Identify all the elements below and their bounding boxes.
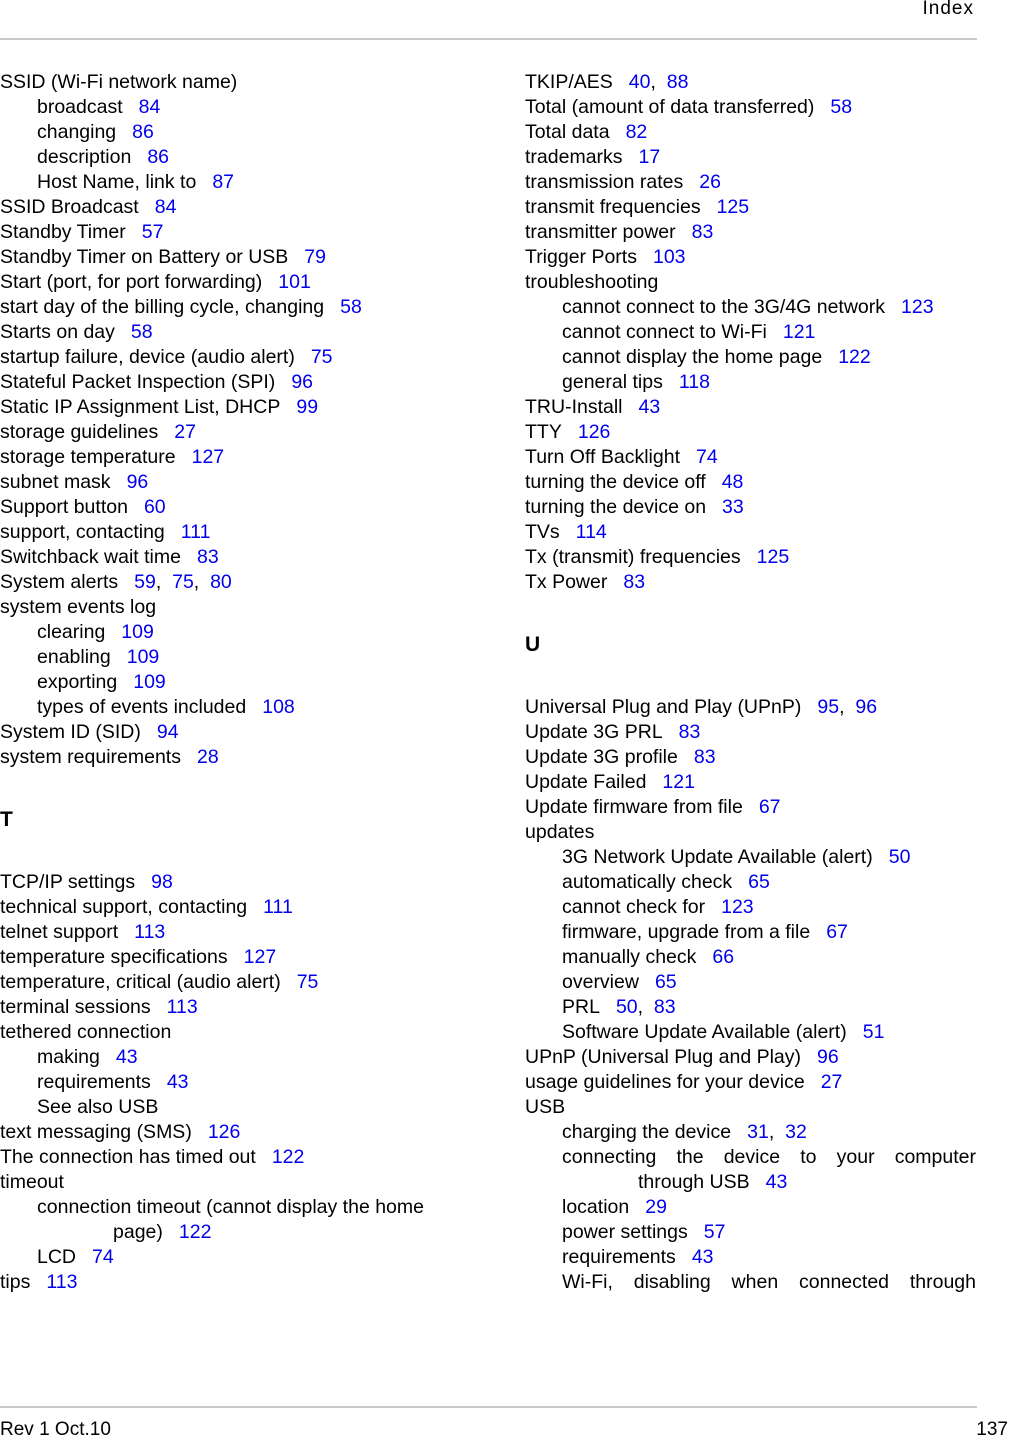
index-entry: [525, 1045, 976, 1070]
page-reference-link[interactable]: 51: [862, 1021, 885, 1043]
index-subentry: [0, 695, 470, 720]
index-term: PRL: [562, 996, 600, 1018]
index-subentry: [525, 1270, 976, 1295]
index-subentry: [525, 1020, 976, 1045]
index-entry: [0, 495, 470, 520]
index-term: cannot check for: [562, 896, 706, 918]
page-separator: ,: [768, 1121, 786, 1143]
page-reference-link[interactable]: 66: [712, 946, 735, 968]
index-entry: [0, 595, 470, 620]
index-term: Stateful Packet Inspection (SPI): [0, 371, 276, 393]
index-term: technical support, contacting: [0, 896, 248, 918]
page-reference-link[interactable]: 83: [653, 996, 676, 1018]
page-reference-link[interactable]: 79: [304, 246, 326, 268]
page-reference-link[interactable]: 29: [645, 1196, 667, 1218]
page-reference-link[interactable]: 123: [721, 896, 754, 918]
index-term: transmission rates: [525, 171, 684, 193]
index-term: manually check: [562, 946, 697, 968]
page-reference-link[interactable]: 83: [678, 721, 701, 743]
index-subentry: [525, 345, 976, 370]
page-reference-link[interactable]: 94: [156, 721, 179, 743]
index-term: Total data: [525, 121, 610, 143]
page-reference-link[interactable]: 43: [691, 1246, 714, 1268]
page-reference-link[interactable]: 88: [666, 71, 689, 93]
index-term: changing: [37, 121, 117, 143]
page-reference-link[interactable]: 103: [652, 246, 686, 268]
index-subentry: [525, 945, 976, 970]
page-reference-link[interactable]: 60: [143, 496, 166, 518]
index-entry: [525, 820, 976, 845]
index-term: Trigger Ports: [525, 246, 637, 268]
index-subentry: [0, 645, 470, 670]
page-reference-link[interactable]: 83: [693, 746, 716, 768]
page-separator: ,: [650, 71, 667, 93]
page-reference-link[interactable]: 109: [121, 621, 154, 643]
index-term: temperature, critical (audio alert): [0, 971, 281, 993]
page-reference-link[interactable]: 127: [243, 946, 277, 968]
page-reference-link[interactable]: 83: [691, 221, 714, 243]
index-entry: [0, 945, 470, 970]
page-reference-link[interactable]: 74: [92, 1246, 114, 1268]
index-column-left: [0, 70, 470, 1295]
page-reference-link[interactable]: 43: [115, 1046, 138, 1068]
page-reference-link[interactable]: 113: [166, 996, 198, 1018]
index-entry: [0, 195, 470, 220]
index-term: Starts on day: [0, 321, 115, 343]
index-term: Static IP Assignment List, DHCP: [0, 396, 281, 418]
index-entry-continuation: [525, 1170, 976, 1195]
index-entry: [0, 395, 470, 420]
index-term: general tips: [562, 371, 663, 393]
footer-revision: Rev 1 Oct.10: [0, 1419, 111, 1440]
index-term: support, contacting: [0, 521, 165, 543]
page-reference-link[interactable]: 65: [748, 871, 770, 893]
page-reference-link[interactable]: 75: [172, 571, 194, 593]
index-subentry: [525, 920, 976, 945]
index-subentry: [0, 1195, 470, 1220]
index-entry: [0, 1120, 470, 1145]
index-entry: [525, 270, 976, 295]
page-reference-link[interactable]: 113: [134, 921, 166, 943]
index-subentry: [525, 1120, 976, 1145]
index-subentry: [525, 845, 976, 870]
index-entry: [0, 1020, 470, 1045]
section-letter-heading: T: [0, 808, 13, 831]
index-term: location: [562, 1196, 630, 1218]
index-term: broadcast: [37, 96, 123, 118]
page-reference-link[interactable]: 83: [196, 546, 219, 568]
index-term: exporting: [37, 671, 118, 693]
index-term: TCP/IP settings: [0, 871, 136, 893]
index-term: Update firmware from file: [525, 796, 743, 818]
index-term: System alerts: [0, 571, 119, 593]
index-subentry: [525, 1195, 976, 1220]
index-entry: [525, 1095, 976, 1120]
index-term: turning the device off: [525, 471, 706, 493]
index-entry: [525, 770, 976, 795]
index-subentry: [0, 145, 470, 170]
index-term: tethered connection: [0, 1021, 172, 1043]
index-subentry: [0, 120, 470, 145]
page-reference-link[interactable]: 40: [628, 71, 651, 93]
index-subentry: [0, 1070, 470, 1095]
page-reference-link[interactable]: 50: [888, 846, 911, 868]
index-term: See also USB: [37, 1096, 159, 1118]
index-term: subnet mask: [0, 471, 111, 493]
index-entry: [0, 220, 470, 245]
index-term: USB: [525, 1096, 566, 1118]
index-term: overview: [562, 971, 639, 993]
index-subentry: [525, 995, 976, 1020]
index-entry: [525, 520, 976, 545]
page-reference-link[interactable]: 111: [263, 896, 293, 918]
index-term: start day of the billing cycle, changing: [0, 296, 325, 318]
page-separator: ,: [155, 571, 173, 593]
page-reference-link[interactable]: 80: [210, 571, 232, 593]
index-entry: [0, 1145, 470, 1170]
index-subentry: [525, 295, 976, 320]
section-spacer: [0, 770, 470, 795]
page-reference-link[interactable]: 126: [207, 1121, 241, 1143]
index-term: TRU-Install: [525, 396, 623, 418]
index-entry: [0, 1170, 470, 1195]
page-reference-link[interactable]: 75: [296, 971, 319, 993]
page-reference-link[interactable]: 58: [830, 96, 853, 118]
page-reference-link[interactable]: 122: [178, 1221, 212, 1243]
index-entry-continuation: [0, 1220, 470, 1245]
page-reference-link[interactable]: 43: [638, 396, 661, 418]
page-reference-link[interactable]: 57: [141, 221, 164, 243]
index-entry: [0, 270, 470, 295]
index-subentry: [0, 1045, 470, 1070]
index-term: Universal Plug and Play (UPnP): [525, 696, 802, 718]
index-entry: [0, 895, 470, 920]
index-subentry: [525, 1145, 976, 1170]
index-term: system requirements: [0, 746, 181, 768]
index-term: trademarks: [525, 146, 623, 168]
index-entry: [525, 395, 976, 420]
index-entry: [525, 470, 976, 495]
page-reference-link[interactable]: 95: [817, 696, 840, 718]
index-term: power settings: [562, 1221, 688, 1243]
page-reference-link[interactable]: 67: [826, 921, 848, 943]
index-term: Standby Timer: [0, 221, 126, 243]
index-term: The connection has timed out: [0, 1146, 256, 1168]
page-reference-link[interactable]: 31: [747, 1121, 769, 1143]
index-term: troubleshooting: [525, 271, 659, 293]
page-separator: ,: [637, 996, 654, 1018]
index-term: 3G Network Update Available (alert): [562, 846, 873, 868]
page-reference-link[interactable]: 74: [695, 446, 718, 468]
index-term: cannot connect to Wi-Fi: [562, 321, 767, 343]
index-term: LCD: [37, 1246, 77, 1268]
section-letter-heading: U: [525, 633, 541, 656]
index-entry: [525, 720, 976, 745]
page-reference-link[interactable]: 101: [278, 271, 311, 293]
index-entry: [0, 70, 470, 95]
index-subentry: [525, 320, 976, 345]
index-term: SSID (Wi-Fi network name): [0, 71, 238, 93]
index-term: Tx Power: [525, 571, 608, 593]
page-reference-link[interactable]: 96: [291, 371, 314, 393]
page-reference-link[interactable]: 86: [147, 146, 170, 168]
index-entry: [525, 220, 976, 245]
index-entry: [0, 745, 470, 770]
index-entry: [0, 870, 470, 895]
index-entry: [525, 195, 976, 220]
page-separator: ,: [193, 571, 211, 593]
index-subentry: [0, 620, 470, 645]
footer-rule: [0, 1406, 977, 1408]
index-entry: [0, 520, 470, 545]
page-reference-link[interactable]: 96: [817, 1046, 839, 1068]
page-reference-link[interactable]: 58: [130, 321, 153, 343]
index-term: charging the device: [562, 1121, 732, 1143]
index-entry: [0, 295, 470, 320]
index-term: automatically check: [562, 871, 733, 893]
page-reference-link[interactable]: 113: [46, 1271, 78, 1293]
index-term: TVs: [525, 521, 560, 543]
page-reference-link[interactable]: 99: [296, 396, 319, 418]
page-reference-link[interactable]: 122: [271, 1146, 305, 1168]
page-reference-link[interactable]: 27: [820, 1071, 843, 1093]
index-subentry: [525, 370, 976, 395]
section-spacer: [0, 845, 470, 870]
index-entry: [0, 370, 470, 395]
index-term: text messaging (SMS): [0, 1121, 192, 1143]
index-term: types of events included: [37, 696, 247, 718]
index-term: turning the device on: [525, 496, 707, 518]
index-term: Support button: [0, 496, 128, 518]
index-subentry: [525, 1220, 976, 1245]
index-term: enabling: [37, 646, 111, 668]
index-term: through USB: [638, 1171, 750, 1193]
index-entry: [525, 420, 976, 445]
page-reference-link[interactable]: 118: [678, 371, 710, 393]
index-entry: [525, 695, 976, 720]
index-term: transmitter power: [525, 221, 676, 243]
index-term: cannot connect to the 3G/4G network: [562, 296, 886, 318]
index-term: Start (port, for port forwarding): [0, 271, 263, 293]
page-reference-link[interactable]: 17: [638, 146, 661, 168]
page-reference-link[interactable]: 67: [758, 796, 781, 818]
index-term: requirements: [37, 1071, 151, 1093]
index-term: storage temperature: [0, 446, 176, 468]
page-reference-link[interactable]: 84: [154, 196, 177, 218]
index-term: Turn Off Backlight: [525, 446, 680, 468]
index-term: Update 3G profile: [525, 746, 678, 768]
index-term: Standby Timer on Battery or USB: [0, 246, 289, 268]
page-reference-link[interactable]: 57: [703, 1221, 726, 1243]
page-reference-link[interactable]: 75: [310, 346, 333, 368]
page-reference-link[interactable]: 33: [722, 496, 744, 518]
page-reference-link[interactable]: 43: [166, 1071, 189, 1093]
index-term: System ID (SID): [0, 721, 141, 743]
index-entry: [525, 545, 976, 570]
index-term: Total (amount of data transferred): [525, 96, 815, 118]
page-reference-link[interactable]: 50: [615, 996, 638, 1018]
index-entry: [0, 320, 470, 345]
index-term: UPnP (Universal Plug and Play): [525, 1046, 802, 1068]
index-term: startup failure, device (audio alert): [0, 346, 295, 368]
index-entry: [525, 445, 976, 470]
page-separator: ,: [839, 696, 856, 718]
index-term: Update 3G PRL: [525, 721, 663, 743]
index-term: Switchback wait time: [0, 546, 181, 568]
index-entry: [0, 345, 470, 370]
index-entry: [0, 720, 470, 745]
index-subentry: [0, 1095, 470, 1120]
page-reference-link[interactable]: 84: [138, 96, 161, 118]
index-term: telnet support: [0, 921, 119, 943]
page-reference-link[interactable]: 127: [191, 446, 225, 468]
index-entry: [525, 145, 976, 170]
index-entry: [0, 1270, 470, 1295]
index-term: Host Name, link to: [37, 171, 197, 193]
index-term: Software Update Available (alert): [562, 1021, 847, 1043]
index-term: firmware, upgrade from a file: [562, 921, 811, 943]
index-term: tips: [0, 1271, 31, 1293]
section-spacer: [525, 670, 976, 695]
index-entry: [525, 570, 976, 595]
index-entry: [525, 245, 976, 270]
index-entry: [525, 70, 976, 95]
index-term: updates: [525, 821, 595, 843]
index-entry: [0, 995, 470, 1020]
index-term: timeout: [0, 1171, 64, 1193]
index-term: Update Failed: [525, 771, 647, 793]
index-entry: [0, 920, 470, 945]
page-reference-link[interactable]: 87: [212, 171, 235, 193]
index-entry: [525, 745, 976, 770]
index-term: description: [37, 146, 132, 168]
index-term: making: [37, 1046, 100, 1068]
page-reference-link[interactable]: 28: [196, 746, 219, 768]
index-term: SSID Broadcast: [0, 196, 139, 218]
index-term: TKIP/AES: [525, 71, 613, 93]
index-entry: [0, 545, 470, 570]
page-reference-link[interactable]: 121: [662, 771, 695, 793]
index-subentry: [0, 670, 470, 695]
page-reference-link[interactable]: 122: [838, 346, 871, 368]
page-reference-link[interactable]: 111: [180, 521, 211, 543]
index-subentry: [525, 1245, 976, 1270]
index-column-right: [525, 70, 976, 1295]
page-reference-link[interactable]: 109: [126, 646, 160, 668]
page-reference-link[interactable]: 121: [782, 321, 816, 343]
page-reference-link[interactable]: 26: [699, 171, 721, 193]
page-reference-link[interactable]: 109: [133, 671, 166, 693]
index-entry: [0, 970, 470, 995]
index-entry: [525, 95, 976, 120]
page-reference-link[interactable]: 114: [575, 521, 607, 543]
index-term: temperature specifications: [0, 946, 228, 968]
section-spacer: [525, 595, 976, 620]
page-reference-link[interactable]: 27: [174, 421, 196, 443]
index-term: Tx (transmit) frequencies: [525, 546, 741, 568]
page-reference-link[interactable]: 96: [855, 696, 878, 718]
running-header: Index: [922, 0, 974, 19]
index-subentry: [525, 895, 976, 920]
index-term: connection timeout (cannot display the home: [37, 1196, 424, 1218]
index-term: transmit frequencies: [525, 196, 701, 218]
index-entry: [525, 795, 976, 820]
page-reference-link[interactable]: 125: [756, 546, 790, 568]
index-entry: [525, 170, 976, 195]
page-reference-link[interactable]: 82: [625, 121, 648, 143]
index-entry: [0, 245, 470, 270]
page-reference-link[interactable]: 43: [765, 1171, 788, 1193]
index-entry: [525, 120, 976, 145]
index-term: clearing: [37, 621, 106, 643]
index-subentry: [0, 1245, 470, 1270]
page-reference-link[interactable]: 125: [716, 196, 750, 218]
page-reference-link[interactable]: 58: [340, 296, 362, 318]
page-reference-link[interactable]: 65: [654, 971, 677, 993]
page-reference-link[interactable]: 108: [262, 696, 295, 718]
page-reference-link[interactable]: 86: [132, 121, 154, 143]
page-reference-link[interactable]: 48: [721, 471, 744, 493]
page-reference-link[interactable]: 59: [134, 571, 156, 593]
index-entry: [0, 420, 470, 445]
index-subentry: [0, 95, 470, 120]
index-term: storage guidelines: [0, 421, 159, 443]
index-subentry: [0, 170, 470, 195]
index-subentry: [525, 870, 976, 895]
index-entry: [0, 570, 470, 595]
index-term: page): [113, 1221, 163, 1243]
page-reference-link[interactable]: 123: [901, 296, 934, 318]
index-subentry: [525, 970, 976, 995]
index-entry: [525, 1070, 976, 1095]
index-term: usage guidelines for your device: [525, 1071, 805, 1093]
page-reference-link[interactable]: 96: [126, 471, 149, 493]
page-number: 137: [976, 1419, 1008, 1440]
page-reference-link[interactable]: 32: [785, 1121, 807, 1143]
page-reference-link[interactable]: 126: [577, 421, 611, 443]
page-reference-link[interactable]: 98: [151, 871, 173, 893]
page-reference-link[interactable]: 83: [623, 571, 646, 593]
index-term: connecting the device to your computer: [562, 1146, 976, 1168]
index-term: cannot display the home page: [562, 346, 823, 368]
index-term: system events log: [0, 596, 157, 618]
index-term: Wi-Fi, disabling when connected through: [562, 1271, 976, 1293]
index-term: TTY: [525, 421, 562, 443]
index-term: requirements: [562, 1246, 676, 1268]
index-entry: [0, 445, 470, 470]
index-entry: [0, 470, 470, 495]
header-rule: [0, 38, 977, 40]
index-term: terminal sessions: [0, 996, 151, 1018]
index-entry: [525, 495, 976, 520]
